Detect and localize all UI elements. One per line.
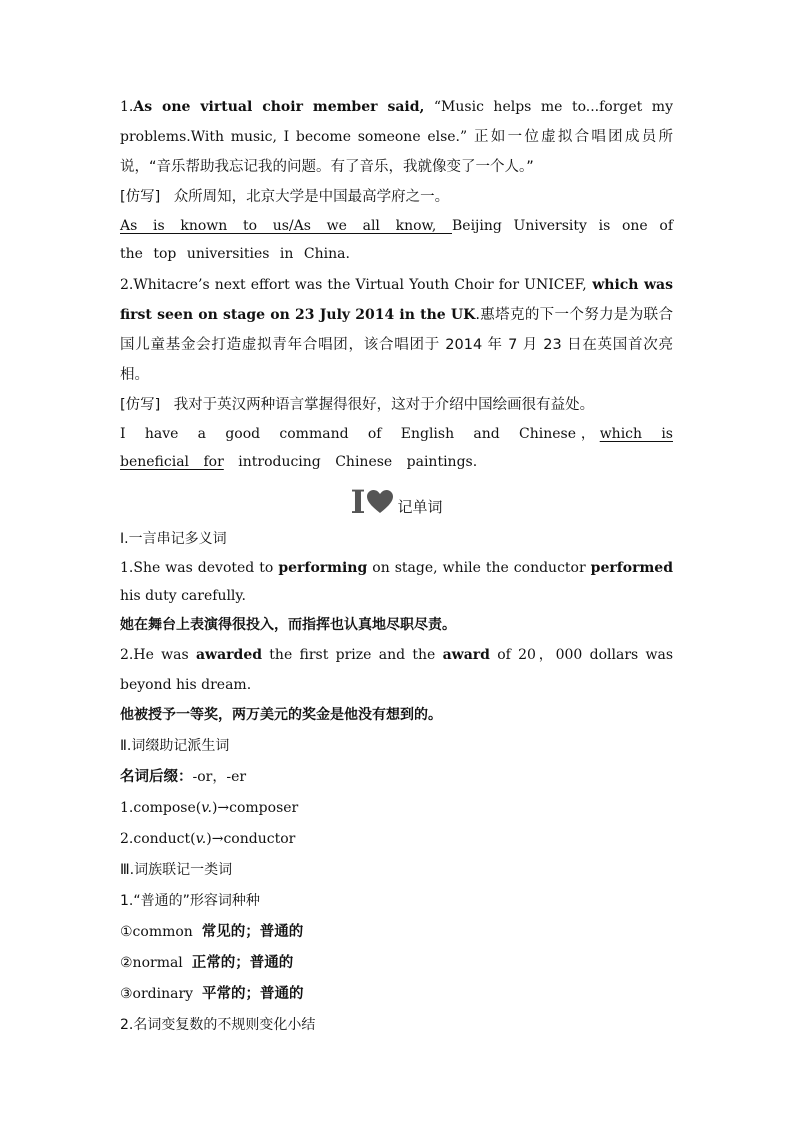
heart-icon-shape xyxy=(367,490,393,513)
section-3-title: Ⅲ.词族联记一类词 xyxy=(120,862,233,878)
word-2-pos: v. xyxy=(195,831,207,847)
imitate-1-prompt xyxy=(120,182,673,212)
sentence-2 xyxy=(120,270,673,390)
s2-bold-awarded: awarded xyxy=(195,647,263,663)
sentence-1-number: 1. xyxy=(120,99,134,115)
s1-bold-performing: performing xyxy=(278,560,368,576)
adjective-3-word: ③ordinary xyxy=(120,986,194,1002)
section-2-word-2 xyxy=(120,824,673,855)
imitate-1-prompt-text: 众所周知，北京大学是中国最高学府之一。 xyxy=(173,189,450,205)
section-3-sub-1: 1.“普通的”形容词种种 xyxy=(120,893,260,909)
adjective-2-meaning: 正常的；普通的 xyxy=(191,955,294,971)
section-1-title: Ⅰ.一言串记多义词 xyxy=(120,531,227,547)
vocab-heading-text: 记单词 xyxy=(397,497,443,516)
heart-icon xyxy=(367,490,393,514)
section-1-sentence-1 xyxy=(120,554,673,610)
sentence-1 xyxy=(120,92,673,182)
imitate-1-label: [仿写] xyxy=(120,189,161,205)
section-1-sentence-1-cn: 她在舞台上表演得很投入，而指挥也认真地尽职尽责。 xyxy=(120,617,456,633)
imitate-2-label: [仿写] xyxy=(120,397,161,413)
section-2-word-1 xyxy=(120,793,673,824)
adjective-1-meaning: 常见的；普通的 xyxy=(201,924,304,940)
sentence-2-bold: which was first seen on stage on 23 July 2014 in the UK xyxy=(120,277,674,323)
sentence-2-en: 2.Whitacre’s next effort was the Virtual Youth Choir for UNICEF, xyxy=(120,277,587,293)
word-1-base: 1.compose( xyxy=(120,800,202,816)
vocab-heading-letter: I xyxy=(350,483,366,521)
imitate-2-answer-underlined: which is beneficial for xyxy=(120,426,673,470)
imitate-2-answer-a: I have a good command of English and Chinese， xyxy=(120,426,600,442)
vocab-heading xyxy=(120,482,673,522)
adjective-1-word: ①common xyxy=(120,924,193,940)
section-3-sub-2: 2.名词变复数的不规则变化小结 xyxy=(120,1017,316,1033)
sentence-1-quote-en: “Music helps me to...forget my problems.With music, I become someone else.” xyxy=(120,99,673,145)
imitate-2-answer xyxy=(120,420,673,476)
s1-part-c: on stage, while the conductor xyxy=(367,560,591,576)
adjective-2-word: ②normal xyxy=(120,955,183,971)
word-1-pos: v. xyxy=(201,800,212,816)
adjective-item-1 xyxy=(120,917,673,948)
sentence-1-quote-cn: 正如一位虚拟合唱团成员所说，“音乐帮助我忘记我的问题。有了音乐，我就像变了一个人。” xyxy=(120,129,673,175)
imitate-2-prompt-text: 我对于英汉两种语言掌握得很好，这对于介绍中国绘画很有益处。 xyxy=(173,397,595,413)
word-2-derived: )→conductor xyxy=(206,831,296,847)
suffix-label: 名词后缀： xyxy=(120,769,193,785)
imitate-1-answer xyxy=(120,212,673,268)
sentence-1-bold-lead: As one virtual choir member said, xyxy=(133,99,425,115)
word-2-base: 2.conduct( xyxy=(120,831,196,847)
section-2-title: Ⅱ.词缀助记派生词 xyxy=(120,738,230,754)
sentence-2-cn: .惠塔克的下一个努力是为联合国儿童基金会打造虚拟青年合唱团，该合唱团于 2014 年 7 月 23 日在英国首次亮相。 xyxy=(120,307,673,383)
s2-bold-award: award xyxy=(442,647,490,663)
s2-part-e: of 20，000 dollars was beyond his dream. xyxy=(120,647,674,693)
adjective-3-meaning: 平常的；普通的 xyxy=(201,986,304,1002)
s1-part-e: his duty carefully. xyxy=(120,588,246,604)
adjective-item-2 xyxy=(120,948,673,979)
section-1-sentence-2 xyxy=(120,640,673,700)
section-1-sentence-2-cn: 他被授予一等奖，两万美元的奖金是他没有想到的。 xyxy=(120,707,442,723)
s2-part-a: 2.He was xyxy=(120,647,196,663)
imitate-2-answer-b: introducing Chinese paintings. xyxy=(238,454,478,470)
suffix-list: -or，-er xyxy=(192,769,247,785)
section-2-suffix xyxy=(120,762,673,793)
imitate-1-answer-underlined: As is known to us/As we all know, xyxy=(120,218,452,234)
s1-part-a: 1.She was devoted to xyxy=(120,560,279,576)
adjective-item-3 xyxy=(120,979,673,1010)
s1-bold-performed: performed xyxy=(590,560,673,576)
word-1-derived: )→composer xyxy=(211,800,299,816)
imitate-2-prompt xyxy=(120,390,673,420)
s2-part-c: the first prize and the xyxy=(262,647,443,663)
imitate-1-answer-rest: Beijing University is one of the top universities in China. xyxy=(120,218,674,262)
document-page xyxy=(120,92,673,1041)
